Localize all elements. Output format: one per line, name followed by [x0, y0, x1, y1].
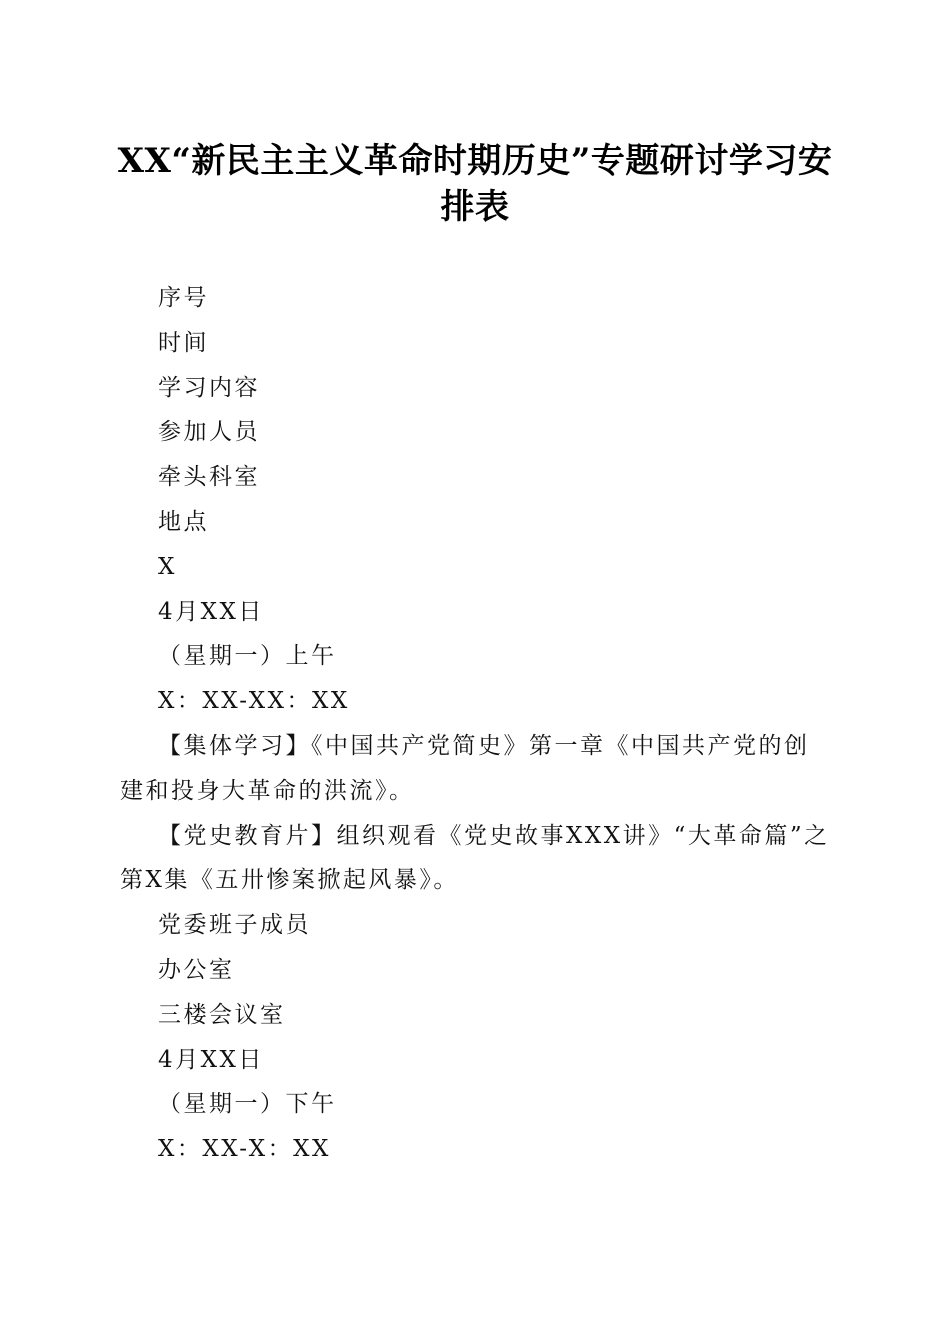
paragraph-collective-study: 【集体学习】《中国共产党简史》第一章《中国共产党的创建和投身大革命的洪流》。: [120, 732, 810, 804]
document-body: [120, 276, 832, 1172]
paragraph-location: 地点: [158, 508, 209, 535]
paragraph-lead-department: 牵头科室: [158, 464, 260, 491]
paragraph-weekday-afternoon: （星期一）下午: [158, 1091, 337, 1118]
paragraph-date-1: 4月XX日: [158, 598, 264, 625]
paragraph-participants: 参加人员: [158, 419, 260, 446]
paragraph-date-2: 4月XX日: [158, 1046, 264, 1073]
paragraph-education-film: 【党史教育片】组织观看《党史故事XXX讲》“大革命篇”之第X集《五卅惨案掀起风暴》。: [120, 822, 830, 894]
paragraph-weekday-morning: （星期一）上午: [158, 643, 337, 670]
paragraph-time-range-2: X：XX-X：XX: [158, 1136, 331, 1163]
paragraph-study-content: 学习内容: [158, 374, 260, 401]
document-title: XX“新民主主义革命时期历史”专题研讨学习安排表: [117, 141, 833, 227]
paragraph-office: 办公室: [158, 956, 235, 983]
paragraph-time: 时间: [158, 329, 209, 356]
paragraph-committee-members: 党委班子成员: [158, 912, 311, 939]
paragraph-meeting-room: 三楼会议室: [158, 1001, 286, 1028]
paragraph-item-number: X: [158, 553, 177, 580]
paragraph-time-range-1: X：XX-XX：XX: [158, 688, 350, 715]
paragraph-serial-number: 序号: [158, 285, 209, 311]
